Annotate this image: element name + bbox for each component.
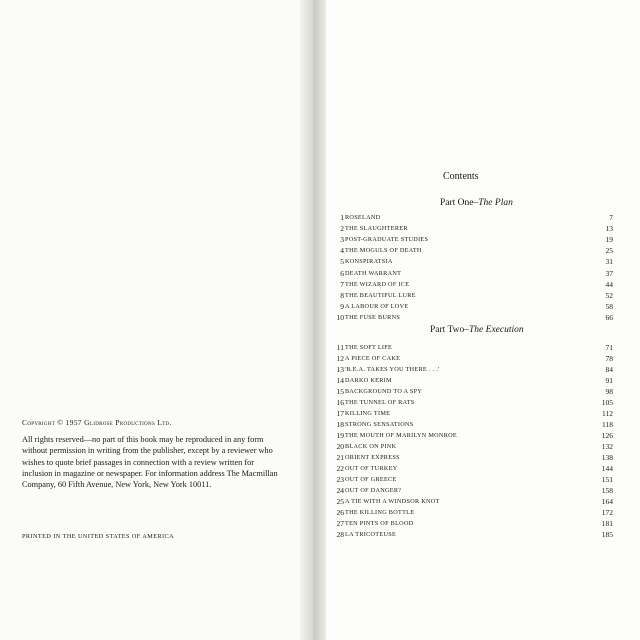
toc-entry <box>330 302 630 312</box>
toc-entry <box>330 420 630 430</box>
chapter-page: 52 <box>605 290 613 300</box>
chapter-title: THE MOGULS OF DEATH <box>345 247 422 255</box>
toc-entry <box>330 257 630 267</box>
toc-entry <box>330 313 630 323</box>
chapter-number: 7 <box>340 279 344 289</box>
chapter-title: KONSPIRATSIA <box>345 258 393 266</box>
chapter-page: 98 <box>605 387 613 396</box>
chapter-number: 5 <box>340 257 344 267</box>
chapter-title: KILLING TIME <box>345 410 391 417</box>
toc-entry <box>330 280 630 290</box>
chapter-number: 28 <box>336 530 344 539</box>
toc-entry <box>330 409 630 419</box>
part-two-prefix: Part Two– <box>430 325 470 335</box>
chapter-page: 44 <box>605 279 613 289</box>
chapter-page: 19 <box>605 235 613 245</box>
chapter-number: 2 <box>340 224 344 234</box>
chapter-number: 1 <box>340 213 344 222</box>
toc-entry <box>330 519 630 529</box>
toc-entry <box>330 354 630 364</box>
chapter-title: ROSELAND <box>345 214 381 221</box>
toc-entry <box>330 269 630 279</box>
chapter-page: 91 <box>605 376 613 385</box>
chapter-number: 9 <box>340 301 344 311</box>
chapter-title: TEN PINTS OF BLOOD <box>345 520 414 527</box>
toc-entry <box>330 291 630 301</box>
part-one-prefix: Part One– <box>440 198 479 208</box>
chapter-page: 138 <box>601 453 613 462</box>
chapter-title: 'B.E.A. TAKES YOU THERE . . .' <box>345 366 440 373</box>
chapter-number: 14 <box>336 376 344 385</box>
chapter-number: 26 <box>336 508 344 517</box>
chapter-title: DARKO KERIM <box>345 377 392 384</box>
book-gutter <box>300 0 326 640</box>
chapter-number: 3 <box>340 235 344 245</box>
chapter-title: ORIENT EXPRESS <box>345 454 400 461</box>
chapter-title: BACKGROUND TO A SPY <box>345 388 423 395</box>
chapter-title: THE SOFT LIFE <box>345 344 393 351</box>
chapter-number: 25 <box>336 497 344 506</box>
toc-entry <box>330 475 630 485</box>
chapter-title: THE WIZARD OF ICE <box>345 280 410 288</box>
chapter-page: 132 <box>601 442 613 451</box>
chapter-page: 37 <box>605 268 613 278</box>
part-two-name: The Execution <box>469 325 524 335</box>
chapter-page: 7 <box>609 213 613 222</box>
chapter-number: 12 <box>336 354 344 363</box>
chapter-title: STRONG SENSATIONS <box>345 421 414 428</box>
chapter-title: THE BEAUTIFUL LURE <box>345 291 416 299</box>
toc-entry <box>330 376 630 386</box>
toc-entry <box>330 398 630 408</box>
chapter-number: 21 <box>336 453 344 462</box>
chapter-title: THE MOUTH OF MARILYN MONROE <box>345 432 457 439</box>
chapter-number: 17 <box>336 409 344 418</box>
chapter-number: 4 <box>340 246 344 256</box>
chapter-title: THE KILLING BOTTLE <box>345 509 415 516</box>
copyright-line: Copyright © 1957 Glidrose Productions Ltd. <box>22 418 172 427</box>
toc-entry <box>330 213 630 223</box>
chapter-page: 172 <box>601 508 613 517</box>
chapter-title: DEATH WARRANT <box>345 269 402 277</box>
chapter-page: 112 <box>602 409 613 418</box>
chapter-title: OUT OF DANGER? <box>345 487 402 494</box>
toc-entry <box>330 497 630 507</box>
chapter-page: 58 <box>605 301 613 311</box>
chapter-number: 23 <box>336 475 344 484</box>
rights-text: All rights reserved—no part of this book may be reproduced in any form without permission in writing from the publisher, except by a reviewer who wishes to quote brief passages in connection with a review written for inclusion in magazine or newspaper. For information address The Macmillan Company, 60 Fifth Avenue, New York, New York 10011. <box>22 435 278 490</box>
chapter-page: 164 <box>601 497 613 506</box>
toc-entry <box>330 235 630 245</box>
chapter-page: 105 <box>601 398 613 407</box>
chapter-number: 13 <box>336 365 344 374</box>
chapter-number: 6 <box>340 268 344 278</box>
chapter-page: 66 <box>605 312 613 322</box>
chapter-number: 11 <box>336 343 344 352</box>
chapter-number: 8 <box>340 290 344 300</box>
chapter-title: A TIE WITH A WINDSOR KNOT <box>345 498 440 505</box>
chapter-title: BLACK ON PINK <box>345 443 397 450</box>
chapter-page: 151 <box>601 475 613 484</box>
chapter-title: LA TRICOTEUSE <box>345 531 397 538</box>
chapter-number: 24 <box>336 486 344 495</box>
toc-entry <box>330 486 630 496</box>
toc-entry <box>330 508 630 518</box>
chapter-page: 158 <box>601 486 613 495</box>
chapter-title: OUT OF TURKEY <box>345 465 398 472</box>
toc-entry <box>330 453 630 463</box>
chapter-page: 185 <box>601 530 613 539</box>
chapter-number: 22 <box>336 464 344 473</box>
chapter-title: THE FUSE BURNS <box>345 313 401 321</box>
chapter-title: THE SLAUGHTERER <box>345 225 408 233</box>
toc-entry <box>330 442 630 452</box>
chapter-title: OUT OF GREECE <box>345 476 397 483</box>
chapter-number: 16 <box>336 398 344 407</box>
toc-entry <box>330 387 630 397</box>
part-one-name: The Plan <box>478 198 513 208</box>
toc-entry <box>330 365 630 375</box>
chapter-number: 19 <box>336 431 344 440</box>
chapter-page: 118 <box>602 420 613 429</box>
toc-entry <box>330 224 630 234</box>
toc-entry <box>330 464 630 474</box>
chapter-title: A PIECE OF CAKE <box>345 355 401 362</box>
part-one-heading <box>440 198 513 208</box>
chapter-page: 126 <box>601 431 613 440</box>
chapter-title: A LABOUR OF LOVE <box>345 302 409 310</box>
chapter-number: 15 <box>336 387 344 396</box>
chapter-number: 10 <box>336 312 344 322</box>
left-page <box>0 0 306 640</box>
chapter-number: 20 <box>336 442 344 451</box>
chapter-title: THE TUNNEL OF RATS <box>345 399 415 406</box>
chapter-page: 84 <box>605 365 613 374</box>
chapter-page: 13 <box>605 224 613 234</box>
toc-entry <box>330 246 630 256</box>
chapter-page: 78 <box>605 354 613 363</box>
chapter-number: 18 <box>336 420 344 429</box>
chapter-page: 71 <box>605 343 613 352</box>
toc-entry <box>330 343 630 353</box>
printed-line: PRINTED IN THE UNITED STATES OF AMERICA <box>22 533 175 540</box>
chapter-page: 31 <box>605 257 613 267</box>
part-two-heading <box>430 325 524 335</box>
chapter-page: 144 <box>601 464 613 473</box>
contents-title: Contents <box>443 171 479 182</box>
chapter-title: POST-GRADUATE STUDIES <box>345 236 429 244</box>
chapter-page: 25 <box>605 246 613 256</box>
toc-entry <box>330 431 630 441</box>
toc-entry <box>330 530 630 540</box>
chapter-page: 181 <box>601 519 613 528</box>
chapter-number: 27 <box>336 519 344 528</box>
